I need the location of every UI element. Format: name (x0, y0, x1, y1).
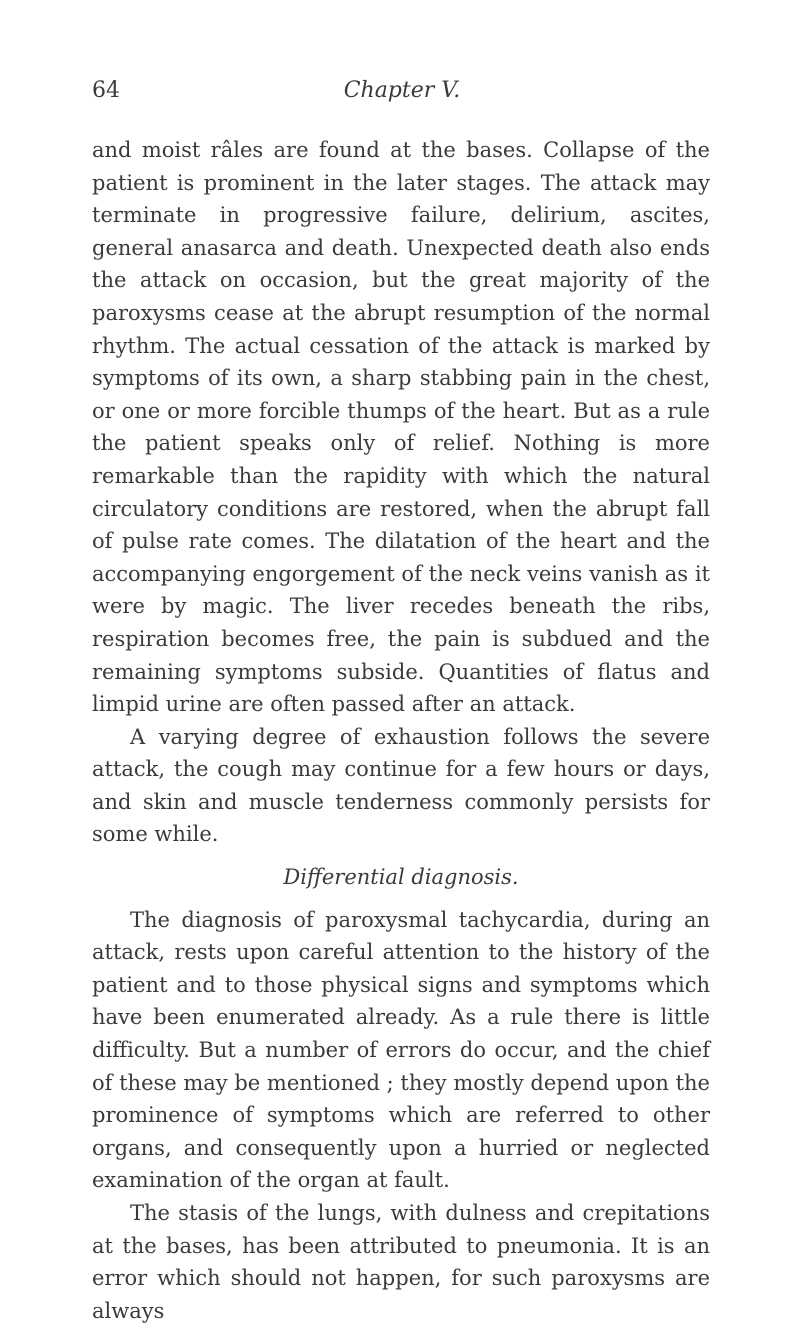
chapter-title: Chapter V. (343, 78, 461, 103)
page-number: 64 (92, 78, 120, 103)
paragraph-stasis: The stasis of the lungs, with dulness and crepitations at the bases, has been attributed to pneumonia. It is an error which should not happen, for such paroxysms are always (92, 1201, 710, 1323)
paragraph-diagnosis: The diagnosis of paroxysmal tachycardia, during an attack, rests upon careful attention to the history of the patient and to those physical signs and symptoms which have been enumerated already. As a rule there is little difficulty. But a number of errors do occur, and the chief of these may be mentioned ; they mostly depend upon the prominence of symptoms which are referred to other organs, and consequently upon a hurried or neglected examination of the organ at fault. (92, 907, 710, 1193)
body-text (92, 134, 710, 1327)
running-head (92, 78, 712, 112)
paragraph-continuation: and moist râles are found at the bases. Collapse of the patient is prominent in the later stages. The attack may terminate in progressive failure, delirium, ascites, general anasarca and death. Unexpected death also ends the attack on occasion, but the great majority of the paroxysms cease at the abrupt resumption of the normal rhythm. The actual cessation of the attack is marked by symptoms of its own, a sharp stabbing pain in the chest, or one or more forcible thumps of the heart. But as a rule the patient speaks only of relief. Nothing is more remarkable than the rapidity with which the natural circulatory conditions are restored, when the abrupt fall of pulse rate comes. The dilatation of the heart and the accompanying engorgement of the neck veins vanish as it were by magic. The liver recedes beneath the ribs, respiration becomes free, the pain is subdued and the remaining symptoms subside. Quantities of flatus and limpid urine are often passed after an attack. (92, 138, 710, 717)
section-heading-differential-diagnosis: Differential diagnosis. (283, 865, 519, 890)
paragraph-exhaustion: A varying degree of exhaustion follows the severe attack, the cough may continue for a few hours or days, and skin and muscle tenderness commonly persists for some while. (92, 724, 710, 847)
